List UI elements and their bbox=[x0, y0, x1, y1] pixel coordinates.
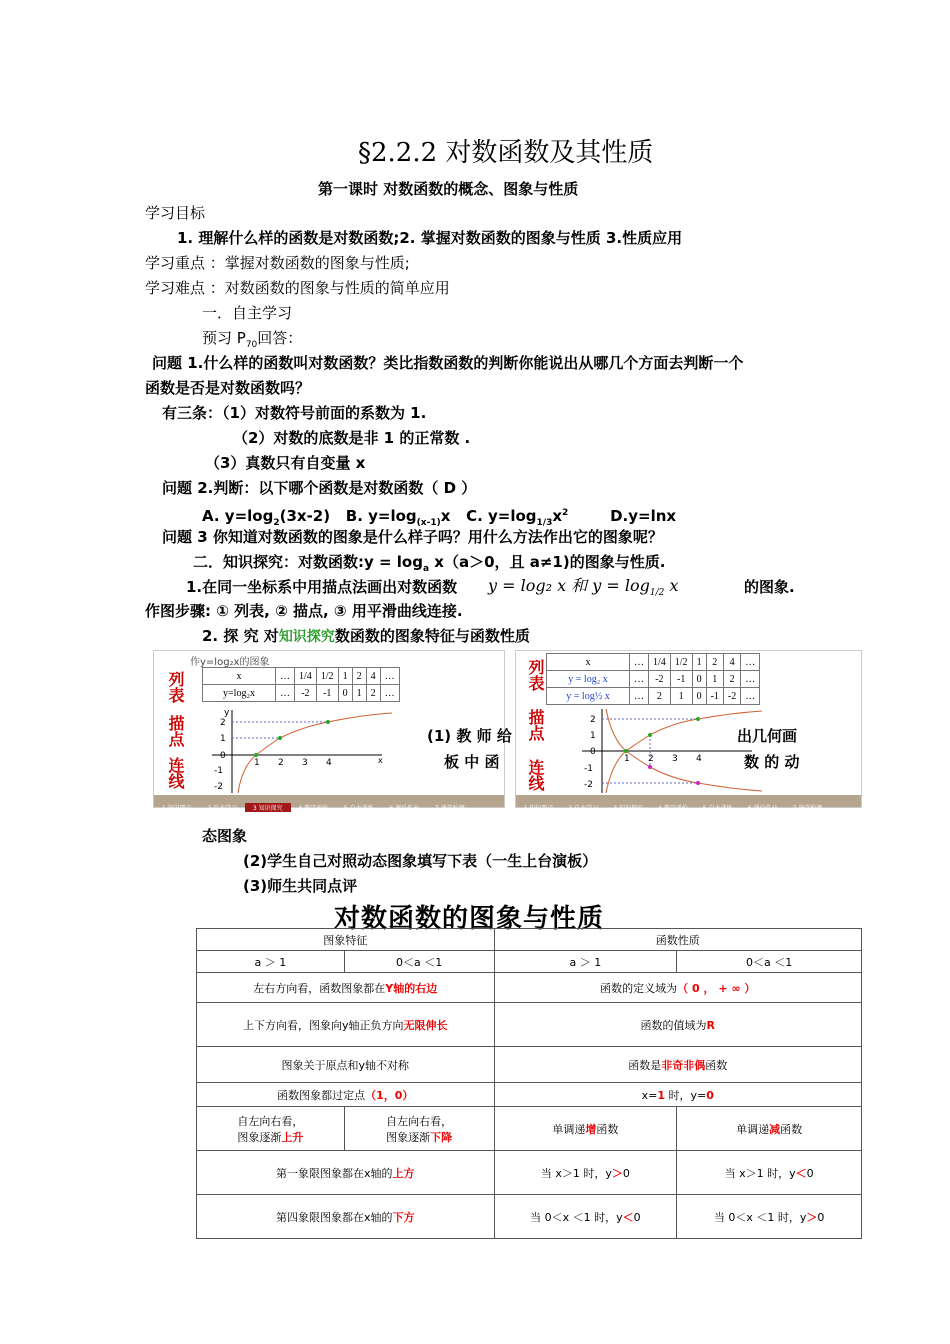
goals-label: 学习目标 bbox=[145, 204, 206, 222]
row-unbounded: 上下方向看，图象向y轴正负方向无限伸长 bbox=[197, 1003, 495, 1047]
nav-item[interactable]: 1 知识要点 bbox=[161, 805, 192, 812]
header-function-properties: 函数性质 bbox=[494, 929, 861, 951]
nav-item[interactable]: 1 知识要点 bbox=[523, 805, 554, 812]
nav-item[interactable]: 3 知识探究 bbox=[613, 805, 643, 812]
tick-y-0: 0 bbox=[220, 751, 226, 761]
nav-item[interactable]: 3 知识探究 bbox=[245, 803, 291, 812]
label-connect: 连线 bbox=[166, 757, 185, 789]
nav-item[interactable]: 7 课堂检测 bbox=[792, 805, 823, 812]
tick-y-0: 0 bbox=[590, 747, 596, 757]
nav-item[interactable]: 6 课后作业 bbox=[747, 805, 778, 812]
row-fixed-point: 函数图象都过定点（1，0） bbox=[197, 1083, 495, 1107]
question-1-line2: 函数是否是对数函数吗？ bbox=[145, 379, 311, 397]
nav-item[interactable]: 4 教学评价 bbox=[658, 805, 688, 812]
value-table: x … 1/4 1/2 1 2 4 … y = log₂ x … -2 -1 0 1 2 … y = log½ x … 2 1 0 -1 -2 … bbox=[546, 653, 760, 705]
difficulty: 学习难点 ：对数函数的图象与性质的简单应用 bbox=[145, 279, 450, 297]
item-1-formula: y = log₂ x 和 $y = \log_{1/2} x$ bbox=[488, 576, 679, 599]
item-1-end: 的图象. bbox=[744, 578, 795, 596]
log-plot-pair bbox=[572, 705, 772, 795]
tick-y-1: 1 bbox=[220, 734, 226, 744]
tick-x-3: 3 bbox=[672, 754, 678, 764]
goals-text: 1. 理解什么样的函数是对数函数;2. 掌握对数函数的图象与性质 3.性质应用 bbox=[177, 229, 683, 247]
nav-item[interactable]: 5 自主训练 bbox=[343, 805, 374, 812]
option-c: C. $y=\log_{1/3}x^2$ bbox=[466, 507, 569, 528]
answer-1-item3: （3）真数只有自变量 x bbox=[205, 454, 366, 472]
cell-x-gt1-negative: 当 x＞1 时，y＜0 bbox=[677, 1151, 862, 1195]
preview-line bbox=[202, 328, 302, 355]
figure-log2-log-half-graph bbox=[515, 650, 862, 812]
preview-page: 70 bbox=[245, 340, 258, 350]
label-connect: 连线 bbox=[526, 759, 545, 791]
tick-x-4: 4 bbox=[326, 758, 332, 768]
answer-1-item1: 有三条：（1）对数符号前面的系数为 1. bbox=[162, 404, 427, 422]
svg-text:x: x bbox=[378, 756, 383, 765]
header-graph-features: 图象特征 bbox=[197, 929, 495, 951]
tick-y-m2: -2 bbox=[214, 782, 223, 792]
item-1-text: 1.在同一坐标系中用描点法画出对数函数 bbox=[186, 578, 458, 596]
preview-end: 回答： bbox=[257, 329, 303, 347]
answer-1-item2: （2）对数的底数是非 1 的正常数 . bbox=[233, 429, 471, 447]
key-point: 学习重点 ：掌握对数函数的图象与性质; bbox=[145, 254, 410, 272]
col-a-gt-1: a ＞ 1 bbox=[494, 951, 677, 973]
note-line1-b: 出几何画 bbox=[737, 727, 798, 745]
cell-x-lt1-negative: 当 0＜x ＜1 时，y＜0 bbox=[494, 1195, 677, 1239]
tick-x-4: 4 bbox=[696, 754, 702, 764]
option-b: B. $y=\log_{(x-1)}x$ bbox=[345, 507, 451, 528]
tick-y-2: 2 bbox=[590, 715, 596, 725]
label-list: 列表 bbox=[526, 659, 545, 691]
row-right-of-y-axis: 左右方向看，函数图象都在Y轴的右边 bbox=[197, 973, 495, 1003]
label-list: 列表 bbox=[166, 671, 185, 703]
knowledge-stamp: 知识探究 bbox=[278, 629, 335, 645]
label-plot: 描点 bbox=[526, 709, 545, 741]
row-symmetry: 图象关于原点和y轴不对称 bbox=[197, 1047, 495, 1083]
nav-item[interactable]: 5 自主训练 bbox=[702, 805, 733, 812]
cell-rising: 自左向右看， 图象逐渐上升 bbox=[197, 1107, 345, 1151]
option-d: D.y=lnx bbox=[610, 507, 677, 525]
section-2-heading: 二．知识探究：对数函数:y = $\log_a x(a>0$，且 a≠1)的图象与性质. bbox=[193, 553, 666, 574]
cell-increasing: 单调递增函数 bbox=[494, 1107, 677, 1151]
nav-item[interactable]: 7 课堂检测 bbox=[434, 805, 465, 812]
nav-strip bbox=[154, 795, 504, 812]
doc-subtitle: 第一课时 对数函数的概念、图象与性质 bbox=[318, 180, 579, 198]
col-a-lt-1: 0＜a ＜1 bbox=[677, 951, 862, 973]
tick-x-1: 1 bbox=[624, 754, 630, 764]
properties-table bbox=[196, 928, 862, 1239]
tick-y-1: 1 bbox=[590, 731, 596, 741]
col-a-gt-1: a ＞ 1 bbox=[197, 951, 345, 973]
item-2: 2. 探 究 对知识探究数函数的图象特征与函数性质 bbox=[202, 627, 530, 645]
option-a: A. $y=\log_2(3x-2)$ bbox=[202, 507, 331, 528]
question-1-line1: 问题 1.什么样的函数叫对数函数？类比指数函数的判断你能说出从哪几个方面去判断一个 bbox=[152, 354, 744, 372]
nav-item[interactable]: 6 课后作业 bbox=[389, 805, 420, 812]
nav-strip bbox=[516, 795, 861, 812]
note-line2-a: 板 中 函 bbox=[444, 753, 500, 771]
row-first-quadrant: 第一象限图象都在x轴的上方 bbox=[197, 1151, 495, 1195]
tick-y-m2: -2 bbox=[584, 780, 593, 790]
tick-y-2: 2 bbox=[220, 718, 226, 728]
tick-y-m1: -1 bbox=[584, 764, 593, 774]
cell-x-lt1-positive: 当 0＜x ＜1 时，y＞0 bbox=[677, 1195, 862, 1239]
row-domain: 函数的定义域为（ 0 ， + ∞ ） bbox=[494, 973, 861, 1003]
row-fourth-quadrant: 第四象限图象都在x轴的下方 bbox=[197, 1195, 495, 1239]
value-table: x … 1/4 1/2 1 2 4 … y=log₂x … -2 -1 0 1 2 … bbox=[202, 667, 400, 702]
properties-table-title: 对数函数的图象与性质 bbox=[334, 904, 605, 934]
preview-text: 预习 P bbox=[202, 329, 246, 347]
figure-caption: 作y=log₂x的图象 bbox=[190, 657, 270, 668]
svg-text:y: y bbox=[224, 708, 230, 718]
nav-item[interactable]: 2 自主学习 bbox=[568, 805, 599, 812]
note-2: (2)学生自己对照动态图象填写下表（一生上台演板） bbox=[243, 852, 598, 870]
question-2: 问题 2.判断：以下哪个函数是对数函数（ D ） bbox=[162, 479, 477, 497]
row-range: 函数的值域为R bbox=[494, 1003, 861, 1047]
tick-x-2: 2 bbox=[648, 754, 654, 764]
cell-x-gt1-positive: 当 x＞1 时，y＞0 bbox=[494, 1151, 677, 1195]
nav-item[interactable]: 4 教学评价 bbox=[298, 805, 329, 812]
log2-plot bbox=[202, 705, 402, 795]
note-line3: 态图象 bbox=[202, 827, 248, 845]
section-1-heading: 一．自主学习 bbox=[202, 304, 293, 322]
row-parity: 函数是非奇非偶函数 bbox=[494, 1047, 861, 1083]
drawing-steps: 作图步骤: ① 列表, ② 描点, ③ 用平滑曲线连接. bbox=[145, 602, 463, 620]
question-3: 问题 3 你知道对数函数的图象是什么样子吗？用什么方法作出它的图象呢？ bbox=[162, 528, 663, 546]
tick-x-2: 2 bbox=[278, 758, 284, 768]
tick-y-m1: -1 bbox=[214, 766, 223, 776]
tick-x-1: 1 bbox=[254, 758, 260, 768]
cell-falling: 自左向右看， 图象逐渐下降 bbox=[344, 1107, 494, 1151]
note-line2-b: 数 的 动 bbox=[744, 753, 800, 771]
nav-item[interactable]: 2 自主学习 bbox=[207, 805, 238, 812]
col-a-lt-1: 0＜a ＜1 bbox=[344, 951, 494, 973]
cell-decreasing: 单调递减函数 bbox=[677, 1107, 862, 1151]
doc-title: §2.2.2 对数函数及其性质 bbox=[358, 138, 654, 168]
item-1 bbox=[186, 577, 457, 597]
row-point-value: x=1 时，y=0 bbox=[494, 1083, 861, 1107]
note-3: (3)师生共同点评 bbox=[243, 877, 358, 895]
tick-x-3: 3 bbox=[302, 758, 308, 768]
label-plot: 描点 bbox=[166, 715, 185, 747]
note-line1-a: (1) 教 师 给 bbox=[427, 727, 512, 745]
